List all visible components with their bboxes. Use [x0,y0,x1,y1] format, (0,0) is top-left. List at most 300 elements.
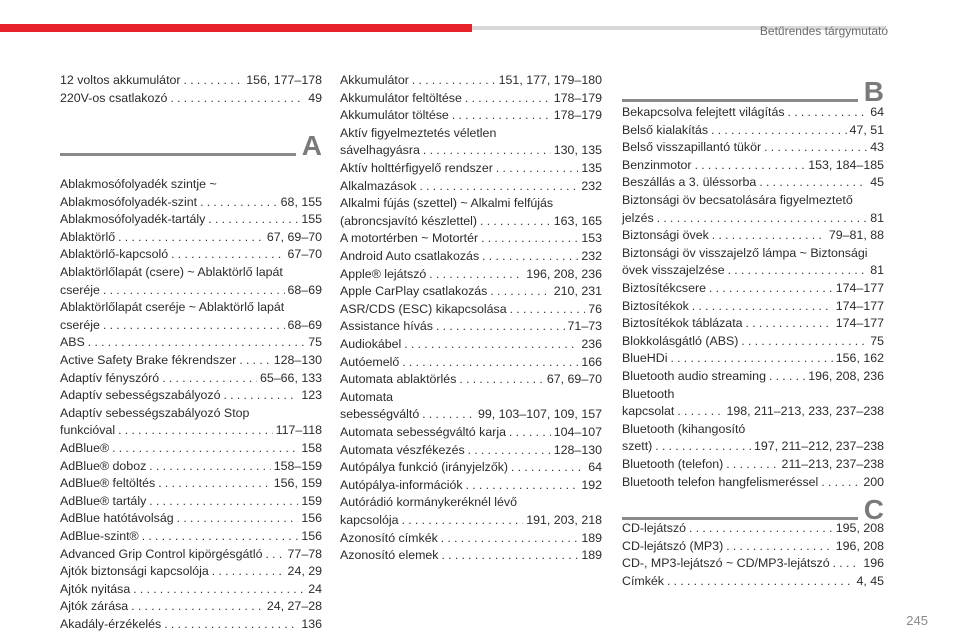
dot-leader [412,72,496,90]
page-reference[interactable]: 24, 27–28 [266,599,322,614]
page-reference[interactable]: 174–177 [835,298,884,313]
index-entry[interactable] [60,334,322,352]
index-entry[interactable] [340,477,602,495]
header-red-bar [0,24,472,32]
dot-leader [481,230,578,248]
index-term: kapcsolat [622,404,675,419]
index-entry[interactable] [622,280,884,298]
dot-leader [200,194,278,212]
index-entry[interactable] [340,424,602,442]
dot-leader [726,538,833,556]
dot-leader [422,406,475,424]
page-reference[interactable]: 153 [581,231,602,246]
index-term: Bluetooth audio streaming [622,369,766,383]
index-entry[interactable] [340,248,602,266]
dot-leader [692,298,833,316]
index-term: kapcsolója [340,512,399,527]
index-entry[interactable] [622,227,884,245]
dot-leader [149,458,270,476]
dot-leader [480,213,551,231]
dot-leader [266,546,285,564]
index-entry[interactable] [340,442,602,460]
index-entry[interactable] [60,440,322,458]
page-reference[interactable]: 68–69 [287,317,322,332]
index-term: Ablaktörlőlapát (csere) ~ Ablaktörlő lapát [60,265,283,279]
index-term: ABS [60,335,85,350]
page-reference[interactable]: 76 [588,301,602,316]
dot-leader [667,573,853,591]
dot-leader [677,403,723,421]
dot-leader [468,442,551,460]
page-reference[interactable]: 159 [301,493,322,508]
index-term: (abroncsjavító készlettel) [340,213,478,228]
page-reference[interactable]: 192 [581,477,602,492]
index-term: Biztonsági öv visszajelző lámpa ~ Biztonsági [622,245,868,260]
index-entry[interactable] [340,160,602,178]
index-entry[interactable] [340,301,602,319]
page-reference[interactable]: 65–66, 133 [259,370,322,385]
page-reference[interactable]: 77–78 [287,546,322,561]
index-term: Automata sebességváltó karja [340,425,506,439]
page-reference[interactable]: 81 [870,210,884,225]
index-entry[interactable] [340,125,602,160]
dot-leader [429,266,523,284]
index-term: Autópálya-információk [340,477,463,492]
dot-leader [459,371,543,389]
page-reference[interactable]: 210, 231 [553,284,602,299]
index-term: Bluetooth (kihangosító [622,421,746,436]
index-term: Címkék [622,573,664,588]
page-reference[interactable]: 68, 155 [280,194,322,209]
dot-leader [118,422,272,440]
page-reference[interactable]: 196, 208 [835,538,884,553]
index-term: Azonosító elemek [340,548,439,563]
index-term: Ablaktörlő [60,229,116,244]
index-term: Akkumulátor feltöltése [340,90,462,105]
index-entry[interactable] [340,195,602,230]
page-reference[interactable]: 99, 103–107, 109, 157 [477,407,602,422]
index-term: Biztosítékok táblázata [622,316,743,331]
index-entry[interactable] [622,474,884,492]
index-term: Bluetooth [622,386,675,401]
index-entry[interactable] [340,107,602,125]
index-term: Belső kialakítás [622,122,709,137]
index-entry[interactable] [622,315,884,333]
dot-leader [131,598,264,616]
index-entry[interactable] [340,547,602,565]
index-entry[interactable] [340,72,602,90]
dot-leader [164,616,298,634]
page-reference[interactable]: 135 [581,161,602,175]
page-header-title: Betűrendes tárgymutató [759,24,888,38]
page-reference[interactable]: 81 [870,263,884,278]
dot-leader [490,283,550,301]
page-reference[interactable]: 156, 177–178 [246,73,322,87]
index-entry[interactable] [60,72,322,90]
page-reference[interactable]: 174–177 [835,281,884,295]
index-term: AdBlue® feltöltés [60,476,156,491]
index-entry[interactable] [60,264,322,299]
index-term: Alkalmazások [340,178,417,193]
page-reference[interactable]: 153, 184–185 [808,157,884,172]
page-reference[interactable]: 68–69 [287,282,322,297]
index-term: Biztosítékok [622,298,689,313]
page-reference[interactable]: 166 [581,354,602,369]
page-reference[interactable]: 104–107 [553,425,602,439]
index-term: AdBlue® tartály [60,493,147,508]
index-term: cseréje [60,317,100,332]
page-reference[interactable]: 47, 51 [849,122,884,137]
index-entry[interactable] [622,386,884,421]
page-reference[interactable]: 198, 211–213, 233, 237–238 [726,404,884,419]
index-term: Biztonsági öv becsatolására figyelmeztető [622,193,853,207]
index-entry[interactable] [60,616,322,634]
index-term: Ablaktörlőlapát cseréje ~ Ablaktörlő lapát [60,300,285,315]
index-term: Ablakmosófolyadék-tartály [60,212,206,227]
index-term: Benzinmotor [622,157,692,172]
index-term: övek visszajelzése [622,263,725,278]
dot-leader [212,563,285,581]
index-term: Bluetooth telefon hangfelismeréssel [622,474,819,489]
index-term: Bekapcsolva felejtett világítás [622,105,785,119]
dot-leader [402,512,524,530]
index-entry[interactable] [60,352,322,370]
index-term: Assistance hívás [340,319,433,334]
index-entry[interactable] [60,458,322,476]
dot-leader [689,520,833,538]
index-entry[interactable] [340,318,602,336]
dot-leader [149,493,298,511]
index-term: Aktív holttérfigyelő rendszer [340,161,493,175]
index-term: Alkalmi fújás (szettel) ~ Alkalmi felfújás [340,196,554,211]
index-term: Ajtók nyitása [60,581,131,596]
index-term: Autópálya funkció (irányjelzők) [340,460,509,475]
index-entry[interactable] [60,90,322,108]
index-entry[interactable] [60,405,322,440]
index-entry[interactable] [60,510,322,528]
dot-leader [441,530,579,548]
dot-leader [746,315,833,333]
index-term: Autóemelő [340,354,400,369]
dot-leader [162,370,257,388]
dot-leader [655,438,751,456]
index-term: A motortérben ~ Motortér [340,231,479,246]
index-term: 12 voltos akkumulátor [60,73,181,87]
index-term: Aktív figyelmeztetés véletlen [340,125,497,140]
index-entry[interactable] [622,421,884,456]
page-reference[interactable]: 232 [581,249,602,263]
index-term: Ajtók biztonsági kapcsolója [60,564,209,579]
page-reference[interactable]: 75 [308,335,322,350]
index-term: Apple CarPlay csatlakozás [340,284,488,299]
index-entry[interactable] [60,546,322,564]
page-reference[interactable]: 191, 203, 218 [526,512,602,527]
index-term: Automata vészfékezés [340,442,465,457]
index-term: jelzés [622,210,654,225]
dot-leader [402,354,578,372]
index-term: Bluetooth (telefon) [622,457,724,471]
page-reference[interactable]: 178–179 [553,108,602,123]
index-term: Akadály-érzékelés [60,617,162,631]
dot-leader [184,72,244,90]
index-entry[interactable] [60,299,322,334]
page-reference[interactable]: 174–177 [835,316,884,331]
index-entry[interactable] [340,230,602,248]
dot-leader [142,528,299,546]
dot-leader [419,178,578,196]
dot-leader [821,474,860,492]
page-reference[interactable]: 195, 208 [835,521,884,535]
page-reference[interactable]: 123 [301,388,322,403]
index-term: Ablakmosófolyadék-szint [60,194,198,209]
index-term: Akkumulátor töltése [340,108,449,123]
index-entry[interactable] [60,528,322,546]
index-term: Adaptív sebességszabályozó Stop [60,405,250,420]
dot-leader [239,352,270,370]
index-entry[interactable] [340,266,602,284]
page-reference[interactable]: 67, 69–70 [546,372,602,387]
dot-leader [741,333,867,351]
index-entry[interactable] [622,174,884,192]
page-reference[interactable]: 158–159 [273,458,322,473]
page-reference[interactable]: 155 [301,212,322,227]
index-term: Azonosító címkék [340,530,438,545]
dot-leader [112,440,298,458]
page-reference[interactable]: 236 [581,337,602,351]
page-reference[interactable]: 79–81, 88 [828,228,884,243]
index-entry[interactable] [60,598,322,616]
page-reference[interactable]: 196 [863,556,884,571]
dot-leader [759,174,867,192]
dot-leader [657,210,868,228]
page-reference[interactable]: 4, 45 [856,573,884,588]
index-entry[interactable] [340,371,602,389]
section-letter-label: B [863,76,884,107]
index-entry[interactable] [340,283,602,301]
dot-leader [158,475,271,493]
index-entry[interactable] [622,122,884,140]
page-reference[interactable]: 128–130 [553,442,602,457]
page-reference[interactable]: 117–118 [275,423,322,438]
index-entry[interactable] [60,370,322,388]
index-term: Automata [340,389,394,404]
dot-leader [436,318,565,336]
dot-leader [224,387,299,405]
index-term: CD-lejátszó (MP3) [622,538,724,553]
page-number: 245 [906,613,928,628]
page-reference[interactable]: 178–179 [553,90,602,105]
index-entry[interactable] [60,387,322,405]
dot-leader [170,90,305,108]
index-entry[interactable] [60,475,322,493]
page-reference[interactable]: 130, 135 [553,143,602,158]
dot-leader [404,336,578,354]
dot-leader [509,424,551,442]
dot-leader [208,211,298,229]
dot-leader [171,246,284,264]
index-term: Adaptív sebességszabályozó [60,388,221,403]
index-entry[interactable] [340,336,602,354]
index-term: Blokkolásgátló (ABS) [622,333,739,348]
index-entry[interactable] [622,538,884,556]
index-entry[interactable] [622,104,884,122]
page-reference[interactable]: 24 [308,581,322,596]
index-entry[interactable] [622,192,884,227]
index-term: Audiokábel [340,337,402,351]
page-reference[interactable]: 158 [301,441,322,455]
index-entry[interactable] [60,176,322,211]
page-reference[interactable]: 189 [581,548,602,563]
index-entry[interactable] [340,494,602,529]
index-entry[interactable] [340,530,602,548]
index-entry[interactable] [622,333,884,351]
dot-leader [788,104,868,122]
index-entry[interactable] [622,520,884,538]
page-reference[interactable]: 49 [308,90,322,105]
dot-leader [88,334,305,352]
index-term: ASR/CDS (ESC) kikapcsolása [340,301,507,316]
dot-leader [466,477,579,495]
index-entry[interactable] [60,211,322,229]
index-term: AdBlue® doboz [60,458,147,473]
page-reference[interactable]: 43 [870,140,884,155]
dot-leader [442,547,579,565]
index-term: Automata ablaktörlés [340,372,457,387]
dot-leader [712,227,826,245]
index-term: Ablaktörlő-kapcsoló [60,247,169,262]
index-entry[interactable] [340,90,602,108]
page-reference[interactable]: 156, 159 [273,476,322,491]
index-entry[interactable] [60,563,322,581]
index-term: Biztonsági övek [622,228,709,243]
dot-leader [833,555,861,573]
page-reference[interactable]: 196, 208, 236 [526,266,602,281]
page-reference[interactable]: 136 [301,617,322,631]
index-term: Akkumulátor [340,73,409,87]
index-term: Biztosítékcsere [622,281,707,295]
dot-leader [177,510,299,528]
page-reference[interactable]: 156 [301,529,322,543]
index-entry[interactable] [622,298,884,316]
dot-leader [452,107,551,125]
section-letter-label: A [301,130,322,161]
page-reference[interactable]: 71–73 [567,319,602,334]
page-reference[interactable]: 189 [581,530,602,545]
page-reference[interactable]: 196, 208, 236 [808,369,884,383]
index-term: cseréje [60,282,100,297]
dot-leader [482,248,578,266]
index-entry[interactable] [60,493,322,511]
dot-leader [133,581,305,599]
page-reference[interactable]: 163, 165 [553,213,602,228]
dot-leader [423,142,551,160]
index-term: CD-, MP3-lejátszó ~ CD/MP3-lejátszó [622,556,830,571]
dot-leader [118,229,264,247]
index-entry[interactable] [622,555,884,573]
index-term: BlueHDi [622,351,668,366]
index-term: CD-lejátszó [622,521,687,535]
index-term: Adaptív fényszóró [60,370,160,385]
index-entry[interactable] [340,178,602,196]
dot-leader [695,157,806,175]
index-entry[interactable] [60,229,322,247]
page-reference[interactable]: 151, 177, 179–180 [498,73,602,87]
index-entry[interactable] [622,350,884,368]
index-entry[interactable] [622,573,884,591]
page-reference[interactable]: 156, 162 [835,351,884,366]
index-term: szett) [622,439,653,454]
index-term: Ajtók zárása [60,599,129,614]
index-term: sebességváltó [340,407,420,422]
index-entry[interactable] [622,245,884,280]
page-reference[interactable]: 156 [301,511,322,526]
page-reference[interactable]: 128–130 [273,353,322,367]
index-term: Apple® lejátszó [340,266,427,281]
dot-leader [510,301,586,319]
index-term: Belső visszapillantó tükör [622,140,762,155]
index-term: funkcióval [60,423,116,438]
dot-leader [769,368,805,386]
dot-leader [670,350,832,368]
page-reference[interactable]: 64 [588,460,602,475]
page-reference[interactable]: 24, 29 [287,564,322,579]
index-term: AdBlue® [60,441,110,455]
index-term: Ablakmosófolyadék szintje ~ [60,177,217,191]
index-entry[interactable] [60,246,322,264]
index-term: Active Safety Brake fékrendszer [60,353,237,367]
dot-leader [496,160,578,178]
page-reference[interactable]: 200 [863,474,884,489]
page-reference[interactable]: 45 [870,175,884,190]
index-entry[interactable] [622,157,884,175]
page-reference[interactable]: 67, 69–70 [266,229,322,244]
section-letter-label: C [863,494,884,525]
index-term: Advanced Grip Control kipörgésgátló [60,546,263,561]
index-term: Android Auto csatlakozás [340,249,480,263]
index-entry[interactable] [60,581,322,599]
index-term: 220V-os csatlakozó [60,90,168,105]
page-reference[interactable]: 197, 211–212, 237–238 [754,439,884,454]
index-entry[interactable] [622,456,884,474]
page-reference[interactable]: 211–213, 237–238 [781,457,884,471]
dot-leader [728,262,868,280]
section-divider [60,153,296,156]
dot-leader [511,459,585,477]
index-entry[interactable] [340,459,602,477]
index-term: Beszállás a 3. üléssorba [622,175,757,190]
page-reference[interactable]: 67–70 [287,247,322,262]
index-term: AdBlue-szint® [60,529,139,543]
index-entry[interactable] [622,368,884,386]
dot-leader [709,280,833,298]
dot-leader [103,282,285,300]
section-divider [622,99,858,102]
dot-leader [711,122,846,140]
index-term: AdBlue hatótávolság [60,511,174,526]
dot-leader [764,139,867,157]
index-entry[interactable] [622,139,884,157]
index-term: sávelhagyásra [340,143,420,158]
index-term: Autórádió kormánykeréknél lévő [340,495,518,510]
page-reference[interactable]: 75 [870,333,884,348]
page-reference[interactable]: 64 [870,105,884,119]
index-entry[interactable] [340,354,602,372]
dot-leader [103,317,285,335]
dot-leader [465,90,551,108]
page-reference[interactable]: 232 [581,178,602,193]
index-entry[interactable] [340,389,602,424]
section-letter-a [60,130,322,174]
